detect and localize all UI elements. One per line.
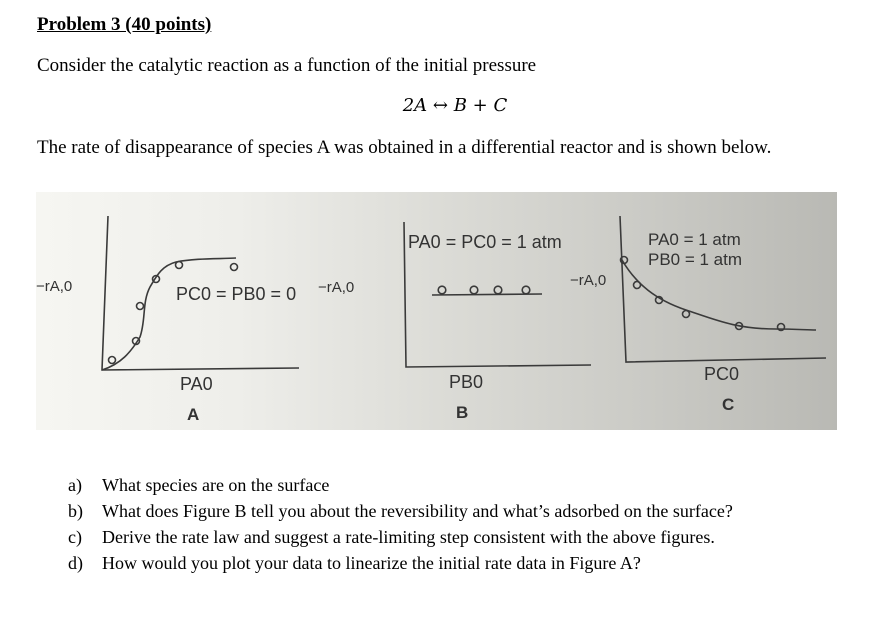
question-item bbox=[68, 550, 733, 576]
question-key: c) bbox=[68, 527, 82, 547]
problem-title: Problem 3 (40 points) bbox=[37, 14, 212, 35]
question-key: d) bbox=[68, 553, 83, 573]
figure-a-condition: PC0 = PB0 = 0 bbox=[176, 284, 297, 304]
equation-left: 2A bbox=[402, 95, 428, 116]
reversible-arrow-icon: ↔ bbox=[432, 95, 448, 116]
figure-a-xlabel: PA0 bbox=[180, 374, 213, 394]
reaction-equation bbox=[0, 95, 892, 116]
figure-b-xlabel: PB0 bbox=[449, 372, 484, 392]
question-item bbox=[68, 472, 733, 498]
figure-c-condition-line-1: PA0 = 1 atm bbox=[648, 230, 741, 249]
figure-a-id: A bbox=[187, 405, 200, 424]
figures-plot-svg bbox=[36, 192, 837, 430]
problem-description: The rate of disappearance of species A was obtained in a differential reactor and is shown below. bbox=[37, 137, 772, 158]
figure-c-ylabel: −rA,0 bbox=[570, 272, 607, 289]
figure-a-ylabel: −rA,0 bbox=[36, 278, 73, 295]
question-text: What does Figure B tell you about the reversibility and what’s adsorbed on the surface? bbox=[102, 501, 733, 521]
figure-b-ylabel: −rA,0 bbox=[318, 279, 355, 296]
question-text: Derive the rate law and suggest a rate-limiting step consistent with the above figures. bbox=[102, 527, 715, 547]
question-text: What species are on the surface bbox=[102, 475, 330, 495]
equation-right: B + C bbox=[453, 95, 508, 116]
question-item bbox=[68, 498, 733, 524]
question-item bbox=[68, 524, 733, 550]
question-key: b) bbox=[68, 501, 83, 521]
question-key: a) bbox=[68, 475, 82, 495]
figure-c-condition-line-2: PB0 = 1 atm bbox=[648, 250, 743, 269]
figures-photo bbox=[36, 192, 837, 430]
problem-intro: Consider the catalytic reaction as a function of the initial pressure bbox=[37, 55, 537, 76]
figure-b-id: B bbox=[456, 403, 469, 422]
figure-c-id: C bbox=[722, 395, 735, 414]
figure-b-condition: PA0 = PC0 = 1 atm bbox=[408, 232, 562, 252]
figure-c-xlabel: PC0 bbox=[704, 364, 740, 384]
question-text: How would you plot your data to linearize the initial rate data in Figure A? bbox=[102, 553, 641, 573]
question-list bbox=[68, 472, 733, 576]
